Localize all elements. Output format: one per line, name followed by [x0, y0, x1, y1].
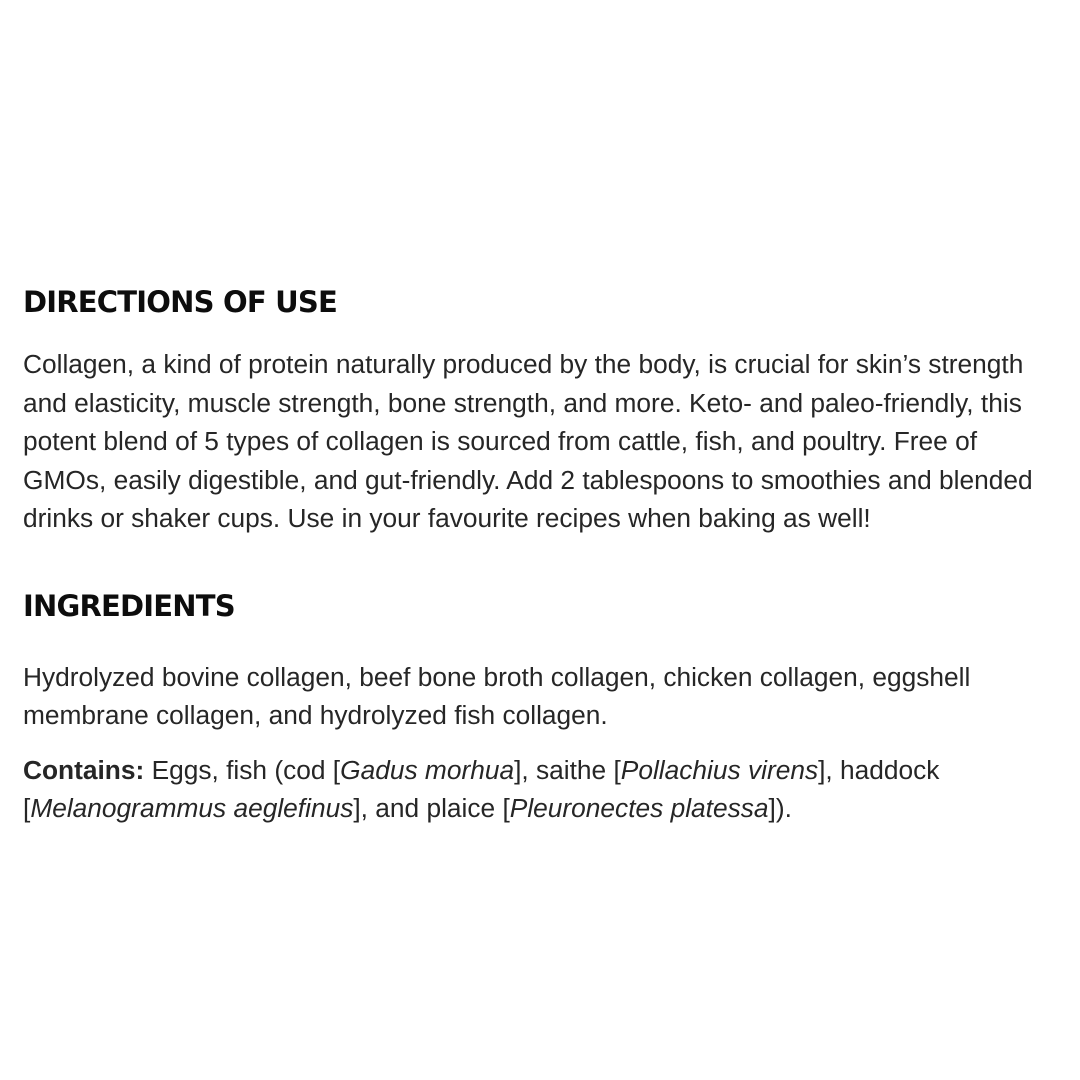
directions-line: GMOs, easily digestible, and gut-friendly. Add 2 tablespoons to smoothies and blended — [23, 464, 1033, 495]
ingredients-line: Hydrolyzed bovine collagen, beef bone broth collagen, chicken collagen, eggshell — [23, 661, 971, 692]
directions-line: potent blend of 5 types of collagen is sourced from cattle, fish, and poultry. Free of — [23, 426, 978, 456]
contains-fragment: ], saithe [ — [514, 754, 621, 785]
directions-text — [23, 345, 1073, 538]
directions-line: drinks or shaker cups. Use in your favourite recipes when baking as well! — [23, 503, 871, 533]
contains-label: Contains: — [23, 754, 145, 785]
directions-line: Collagen, a kind of protein naturally produced by the body, is crucial for skin’s strength — [23, 349, 1024, 379]
contains-text — [23, 751, 1073, 828]
contains-fragment: ]). — [768, 793, 792, 823]
product-info — [23, 283, 1073, 828]
species-name: Pleuronectes platessa — [509, 793, 769, 823]
species-name: Gadus morhua — [340, 754, 515, 785]
contains-fragment: Eggs, fish (cod [ — [144, 754, 341, 785]
species-name: Pollachius virens — [620, 754, 819, 785]
ingredients-line: membrane collagen, and hydrolyzed fish collagen. — [23, 700, 608, 730]
ingredients-text — [23, 658, 1073, 735]
contains-fragment: ], haddock — [818, 754, 940, 785]
directions-heading: DIRECTIONS OF USE — [23, 285, 337, 319]
directions-line: and elasticity, muscle strength, bone strength, and more. Keto- and paleo-friendly, this — [23, 387, 1022, 418]
ingredients-heading: INGREDIENTS — [23, 588, 235, 623]
contains-fragment: [ — [23, 793, 31, 823]
species-name: Melanogrammus aeglefinus — [30, 793, 354, 823]
contains-fragment: ], and plaice [ — [353, 793, 510, 823]
